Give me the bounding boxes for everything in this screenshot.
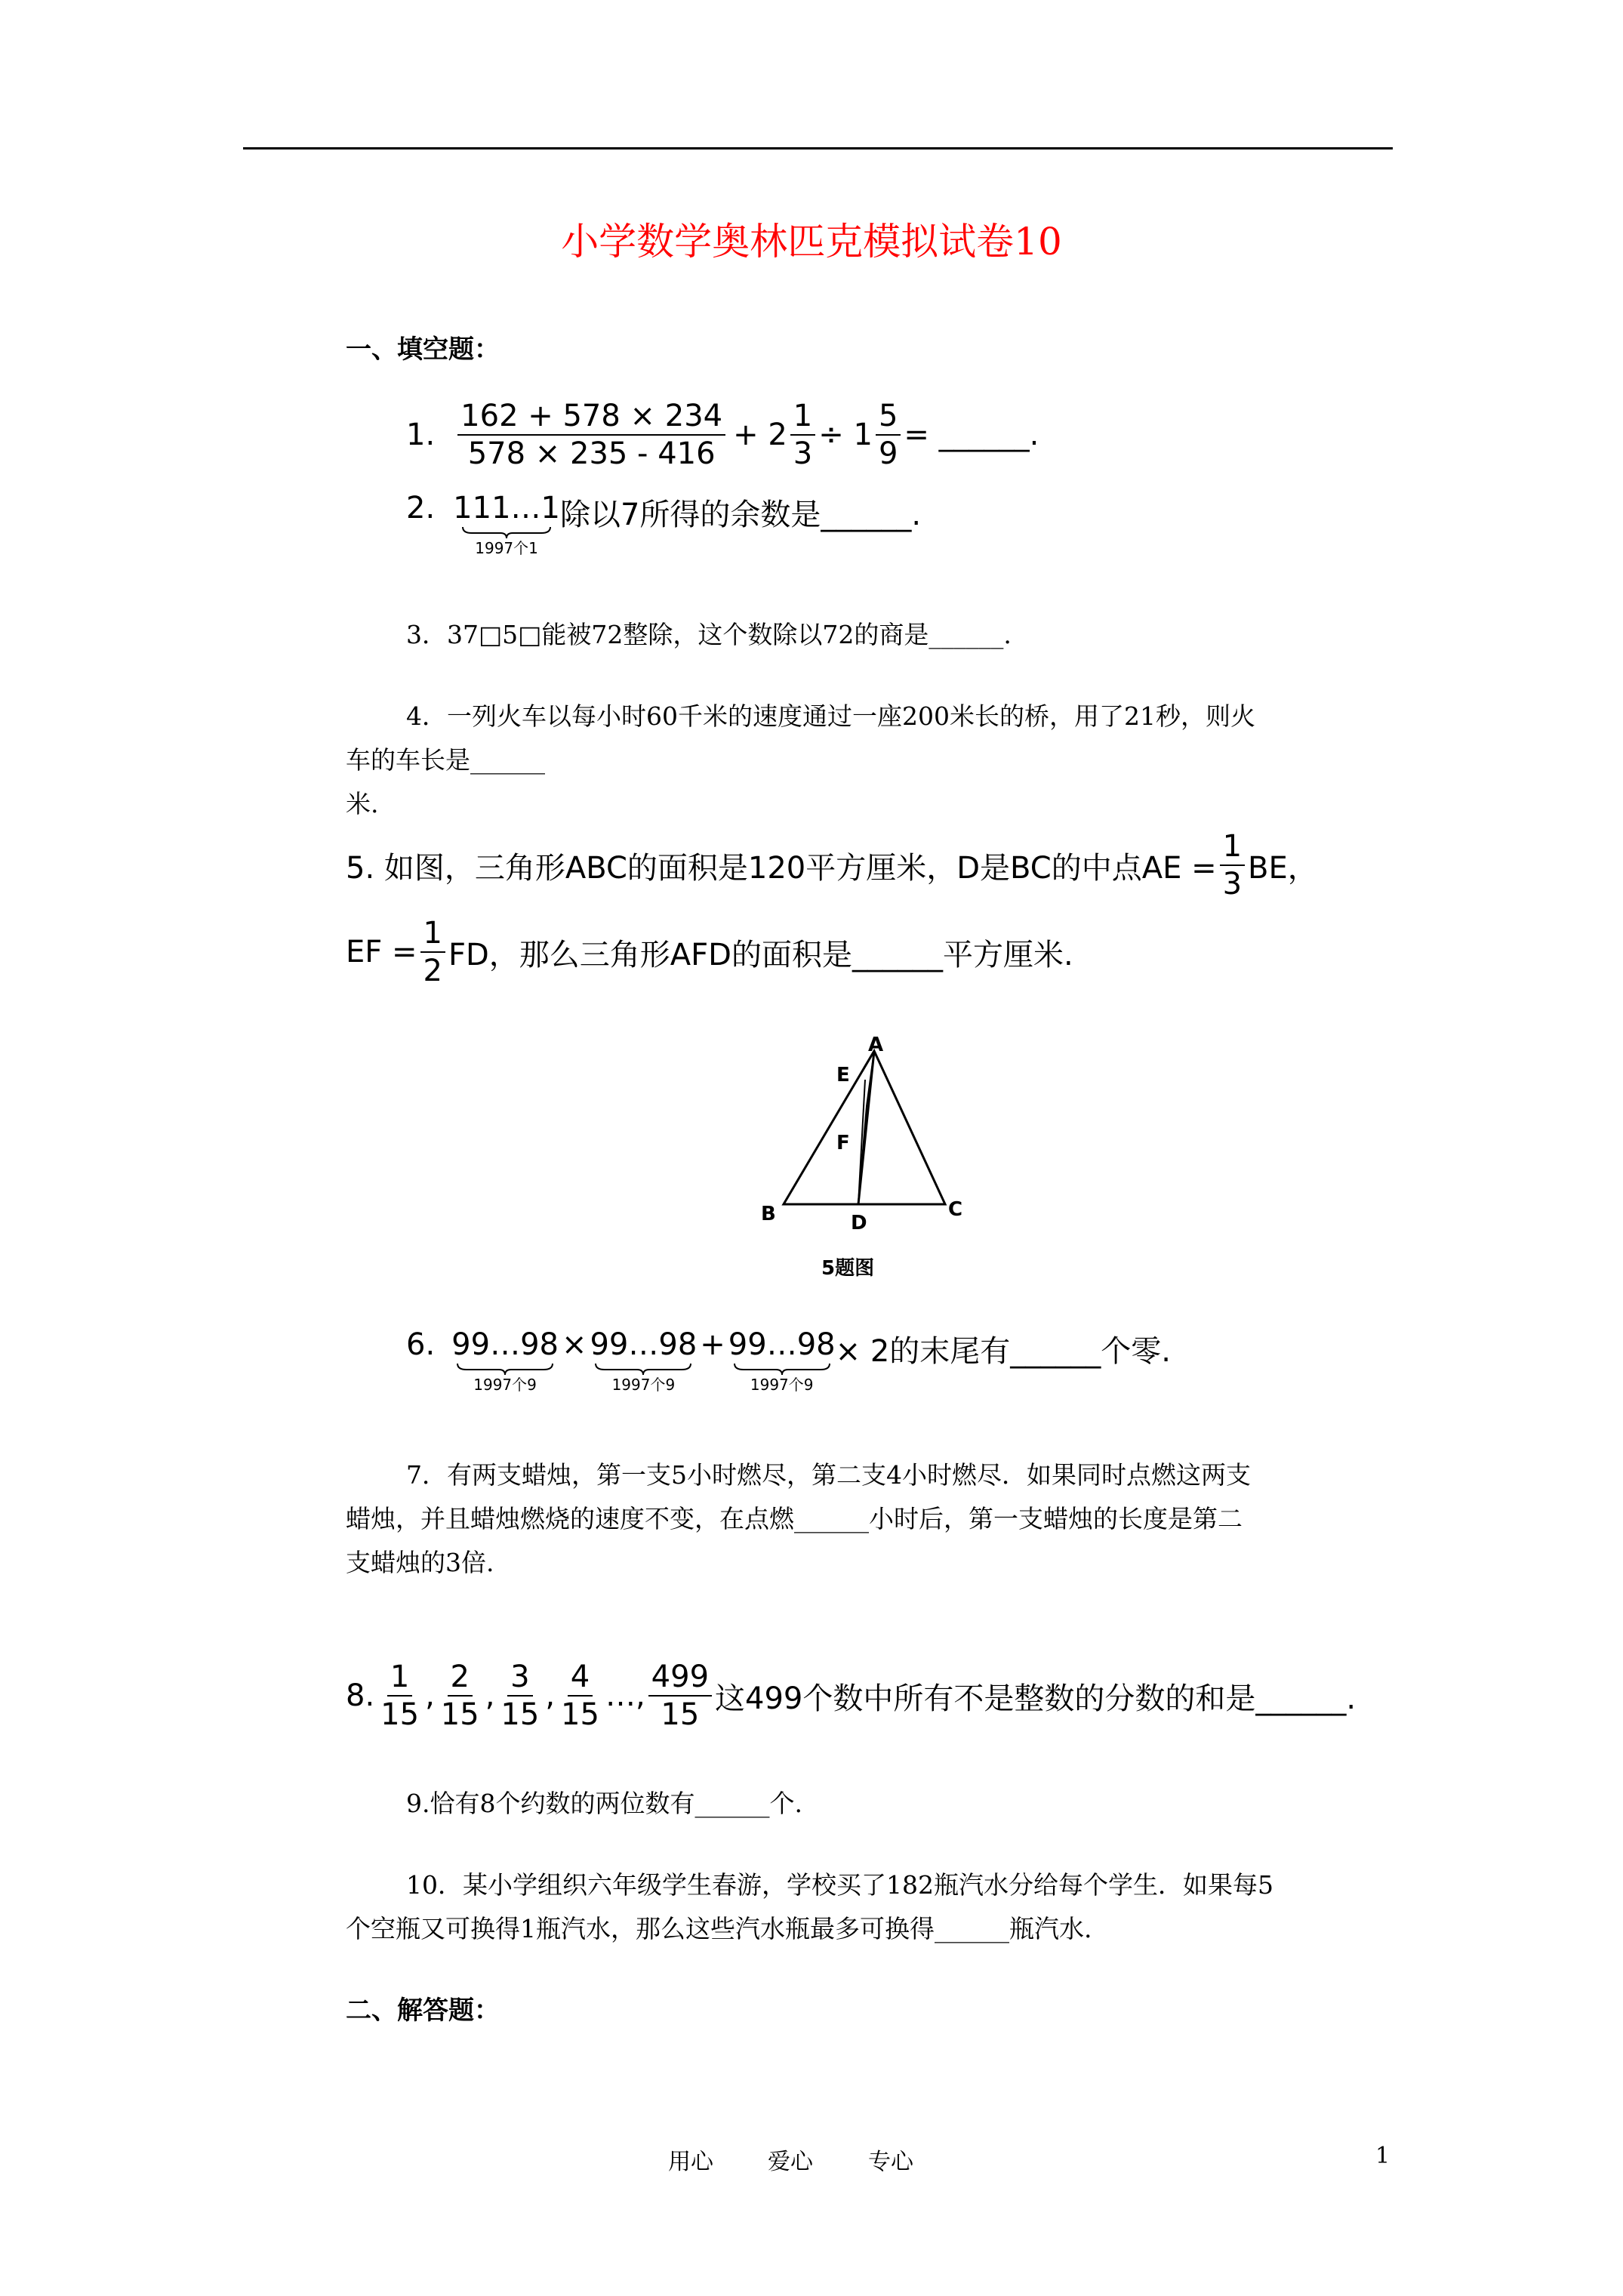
q8-f1-num: 1	[387, 1661, 412, 1697]
label-e: E	[836, 1064, 850, 1086]
q8-fraction-last	[648, 1661, 712, 1730]
q1-m2-den: 9	[878, 436, 898, 471]
q8-ellipsis: …,	[605, 1678, 645, 1713]
q6-brace-label-2: 1997个9	[611, 1376, 676, 1394]
figure-caption: 5题图	[821, 1257, 875, 1280]
q1-main-fraction	[457, 400, 725, 470]
q8-f5-num: 499	[648, 1661, 712, 1697]
q8-f2-den: 15	[440, 1697, 479, 1732]
q5-text-d: FD，那么三角形AFD的面积是______平方厘米.	[448, 937, 1073, 972]
q5-text-b: BE，	[1248, 850, 1318, 886]
q1-plus: + 2	[733, 418, 787, 452]
question-7-line-3: 支蜡烛的3倍.	[346, 1548, 494, 1577]
q6-term-2-text: 99…98	[590, 1327, 698, 1362]
section-answer-heading: 二、解答题：	[346, 1996, 500, 2026]
q1-mixed-fraction-2	[876, 400, 901, 470]
q5-text-a: 5. 如图，三角形ABC的面积是120平方厘米，D是BC的中点AE =	[346, 850, 1217, 886]
q6-plus: +	[700, 1327, 725, 1362]
question-4-line-3: 米.	[346, 789, 379, 818]
q5-f1-num: 1	[1220, 831, 1245, 866]
question-4-line-2: 车的车长是______	[346, 745, 545, 775]
question-7-line-2: 蜡烛，并且蜡烛燃烧的速度不变，在点燃______小时后，第一支蜡烛的长度是第二	[346, 1504, 1243, 1533]
q5-fraction-2	[420, 917, 445, 987]
footer-text-3: 专心	[868, 2149, 913, 2175]
q6-tail: × 2的末尾有______个零.	[835, 1334, 1171, 1369]
label-b: B	[761, 1203, 776, 1225]
q6-label: 6.	[406, 1327, 436, 1362]
q8-fraction-1	[377, 1661, 422, 1730]
question-4-line-1: 4．一列火车以每小时60千米的速度通过一座200米长的桥，用了21秒，则火	[406, 701, 1255, 731]
q2-number: 111…1	[453, 491, 560, 525]
question-7-line-1: 7．有两支蜡烛，第一支5小时燃尽，第二支4小时燃尽．如果同时点燃这两支	[406, 1460, 1251, 1490]
q8-fraction-4	[558, 1661, 602, 1730]
triangle-figure	[747, 1034, 974, 1284]
q8-f3-den: 15	[500, 1697, 540, 1732]
header-rule	[243, 147, 1393, 149]
q2-repeated-number	[453, 491, 560, 558]
question-9: 9.恰有8个约数的两位数有______个.	[406, 1789, 802, 1818]
question-3: 3．37□5□能被72整除，这个数除以72的商是______.	[406, 620, 1012, 649]
q1-m1-den: 3	[793, 436, 813, 471]
section-fill-in-heading: 一、填空题：	[346, 334, 500, 365]
footer-text-2: 爱心	[768, 2149, 813, 2175]
q8-f4-num: 4	[568, 1661, 593, 1697]
q8-label: 8.	[346, 1678, 375, 1713]
footer-text-1: 用心	[668, 2149, 713, 2175]
q2-text: 除以7所得的余数是______.	[559, 498, 922, 532]
question-10-line-1: 10．某小学组织六年级学生春游，学校买了182瓶汽水分给每个学生．如果每5	[406, 1870, 1273, 1900]
q5-fraction-1	[1220, 831, 1245, 900]
q1-answer-blank: = ______.	[904, 418, 1039, 452]
q6-term-2	[590, 1327, 697, 1395]
q5-f2-num: 1	[420, 917, 445, 953]
q6-term-3-text: 99…98	[728, 1327, 836, 1362]
q2-brace-label: 1997个1	[475, 539, 538, 557]
label-a: A	[868, 1034, 884, 1056]
q6-term-1-text: 99…98	[451, 1327, 559, 1362]
q8-f2-num: 2	[448, 1661, 473, 1697]
q8-f4-den: 15	[561, 1697, 599, 1732]
q8-fraction-3	[497, 1661, 542, 1730]
question-1	[406, 400, 1039, 470]
q8-tail: 这499个数中所有不是整数的分数的和是______.	[715, 1681, 1357, 1716]
q8-f5-den: 15	[661, 1697, 700, 1732]
q6-times: ×	[561, 1327, 587, 1362]
q6-term-1	[451, 1327, 559, 1395]
q6-term-3	[728, 1327, 836, 1395]
q1-m1-num: 1	[790, 400, 815, 436]
q8-f3-num: 3	[507, 1661, 532, 1697]
question-5-line-2	[346, 917, 1073, 987]
page-number: 1	[1375, 2143, 1390, 2169]
q1-numerator: 162 + 578 × 234	[457, 400, 725, 436]
q5-text-c: EF =	[346, 935, 417, 969]
q6-brace-label-3: 1997个9	[750, 1376, 814, 1394]
question-10-line-2: 个空瓶又可换得1瓶汽水，那么这些汽水瓶最多可换得______瓶汽水.	[346, 1914, 1092, 1943]
q1-label: 1.	[406, 418, 436, 452]
label-f: F	[836, 1132, 850, 1154]
label-d: D	[851, 1212, 867, 1234]
question-5-line-1	[346, 831, 1318, 900]
q8-f1-den: 15	[380, 1697, 420, 1732]
q6-brace-label-1: 1997个9	[473, 1376, 537, 1394]
q1-mixed-fraction-1	[790, 400, 815, 470]
question-8: 8. $\frac{1}{15}$ , $\frac{2}{15}$ , $\frac{3}{15}$ , $\frac{4}{15}$ …, $\frac{499}{15}$ 这499个数中所有不是整数的分数的和是______.	[346, 1660, 1357, 1732]
q1-divide: ÷ 1	[818, 418, 873, 452]
q5-f2-den: 2	[423, 954, 442, 988]
question-6	[406, 1327, 1171, 1395]
q5-f1-den: 3	[1222, 867, 1243, 901]
q1-m2-num: 5	[876, 400, 901, 436]
q1-denominator: 578 × 235 - 416	[467, 436, 716, 471]
q2-label: 2.	[406, 491, 436, 525]
label-c: C	[948, 1198, 963, 1221]
q8-fraction-2	[438, 1661, 482, 1730]
page-title: 小学数学奥林匹克模拟试卷10	[561, 220, 1062, 264]
question-2	[406, 491, 921, 558]
